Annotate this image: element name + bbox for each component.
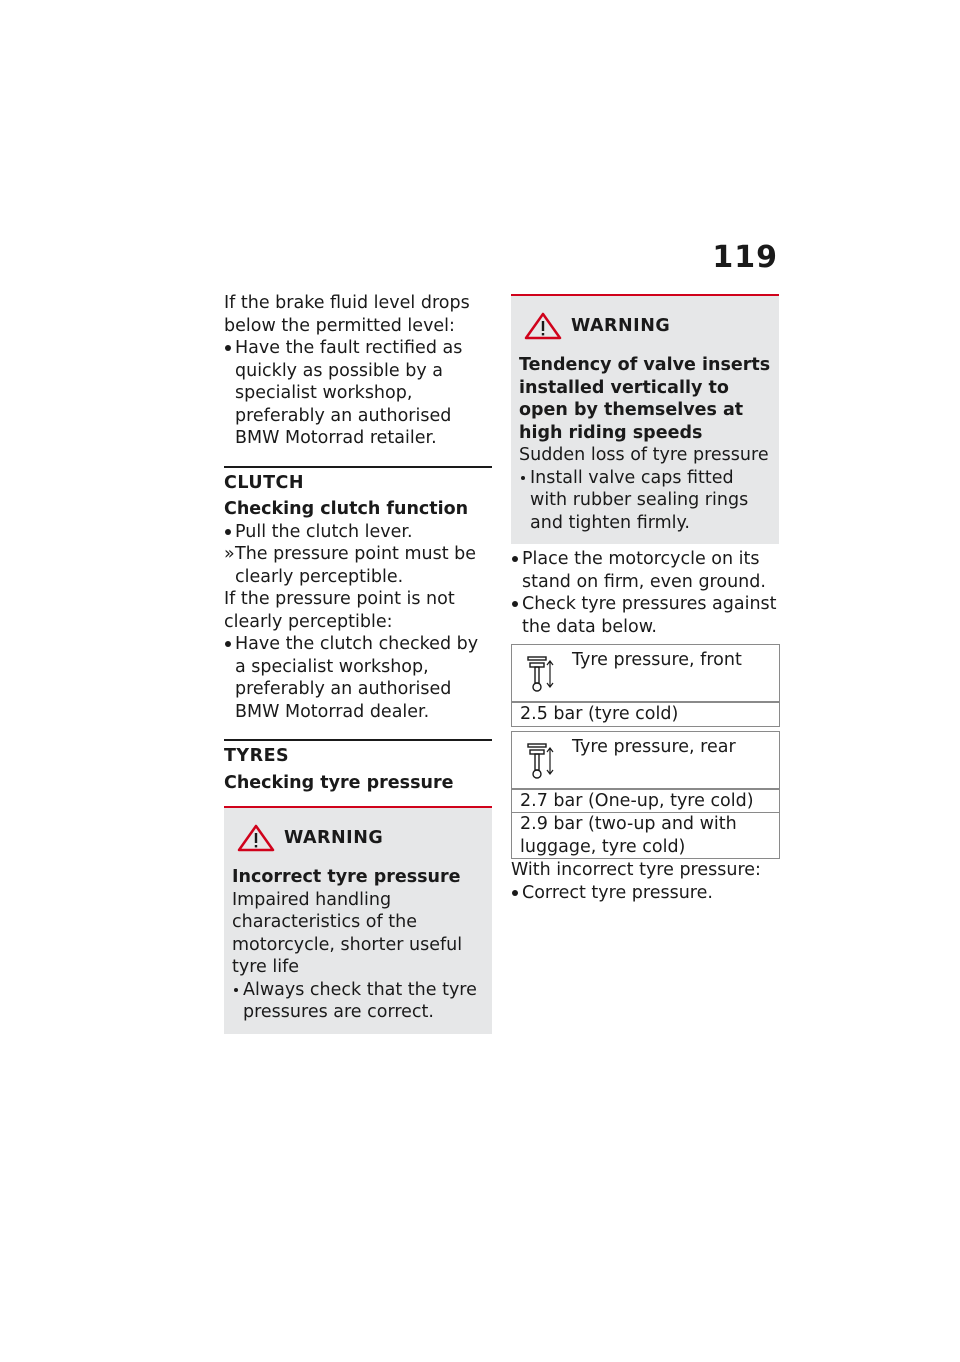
section-title-tyres: TYRES: [224, 746, 290, 766]
warning-label: WARNING: [571, 315, 671, 336]
warning-triangle-icon: [523, 312, 563, 340]
tyres-section: [224, 739, 492, 1034]
bullet-dot: [512, 556, 518, 562]
brake-intro-line-1: If the brake fluid level drops: [224, 293, 470, 313]
result-item: [224, 543, 492, 588]
clutch-section: [224, 466, 492, 724]
warning-title: Incorrect tyre pressure: [232, 867, 461, 887]
spec-table-title: Tyre pressure, rear: [572, 736, 736, 757]
tyre-pressure-gauge-icon: [522, 738, 562, 782]
spec-table-front: [511, 644, 780, 727]
page-number: 119: [712, 240, 778, 275]
spec-table-header: [512, 645, 779, 702]
tyre-bullet-2: Check tyre pressures against the data below.: [522, 594, 777, 637]
clutch-result-1: The pressure point must be clearly perceptible.: [235, 544, 477, 587]
bullet-dot: [521, 476, 525, 480]
clutch-bullet-2: Have the clutch checked by a specialist workshop, preferably an authorised BMW Motorrad dealer.: [235, 634, 479, 722]
tyre-condition: With incorrect tyre pressure:: [511, 860, 761, 880]
list-item: [224, 521, 492, 544]
list-item: [519, 467, 771, 535]
spec-table-header: [512, 732, 779, 789]
warning-bullet: Always check that the tyre pressures are correct.: [243, 979, 477, 1022]
tyre-bullet-1: Place the motorcycle on its stand on firm, even ground.: [522, 549, 766, 592]
list-item: [511, 593, 779, 638]
table-row: 2.5 bar (tyre cold): [512, 702, 779, 726]
right-column: [511, 294, 779, 904]
warning-label: WARNING: [284, 827, 384, 848]
spec-table-title: Tyre pressure, front: [572, 650, 742, 670]
list-item: [224, 337, 492, 450]
list-item: [224, 633, 492, 723]
table-row: 2.7 bar (One-up, tyre cold): [512, 789, 779, 813]
list-item: [511, 548, 779, 593]
warning-box-valve-inserts: [511, 294, 779, 544]
spec-table-rear: [511, 731, 780, 860]
bullet-dot: [234, 988, 238, 992]
warning-header: [232, 824, 484, 852]
section-title-clutch: CLUTCH: [224, 472, 305, 493]
tyre-pressure-gauge-icon: [522, 651, 562, 695]
left-column: [224, 292, 492, 1034]
brake-intro-line-2: below the permitted level:: [224, 315, 455, 336]
list-item: [232, 979, 484, 1024]
warning-bullet: Install valve caps fitted with rubber sealing rings and tighten firmly.: [530, 467, 749, 533]
bullet-dot: [512, 601, 518, 607]
subhead-checking-tyre: Checking tyre pressure: [224, 772, 454, 793]
warning-box-tyre-pressure: [224, 806, 492, 1034]
brake-bullet-text: Have the fault rectified as quickly as possible by a specialist workshop, preferably an authorised BMW Motorrad retailer.: [235, 338, 463, 448]
bullet-dot: [225, 529, 231, 535]
warning-triangle-icon: [236, 824, 276, 852]
warning-body: Sudden loss of tyre pressure: [519, 445, 769, 465]
tyre-bullet-3: Correct tyre pressure.: [522, 882, 713, 903]
result-mark: »: [224, 544, 235, 564]
bullet-dot: [225, 641, 231, 647]
clutch-bullet-1: Pull the clutch lever.: [235, 521, 413, 542]
clutch-condition: If the pressure point is not clearly perceptible:: [224, 589, 455, 632]
list-item: [511, 882, 779, 905]
table-row: 2.9 bar (two-up and with luggage, tyre cold): [512, 812, 779, 858]
warning-header: [519, 312, 771, 340]
subhead-checking-clutch: Checking clutch function: [224, 499, 469, 519]
warning-body: Impaired handling characteristics of the motorcycle, shorter useful tyre life: [232, 889, 463, 977]
warning-title: Tendency of valve inserts installed vertically to open by themselves at high riding speeds: [519, 355, 771, 443]
bullet-dot: [512, 890, 518, 896]
bullet-dot: [225, 345, 231, 351]
